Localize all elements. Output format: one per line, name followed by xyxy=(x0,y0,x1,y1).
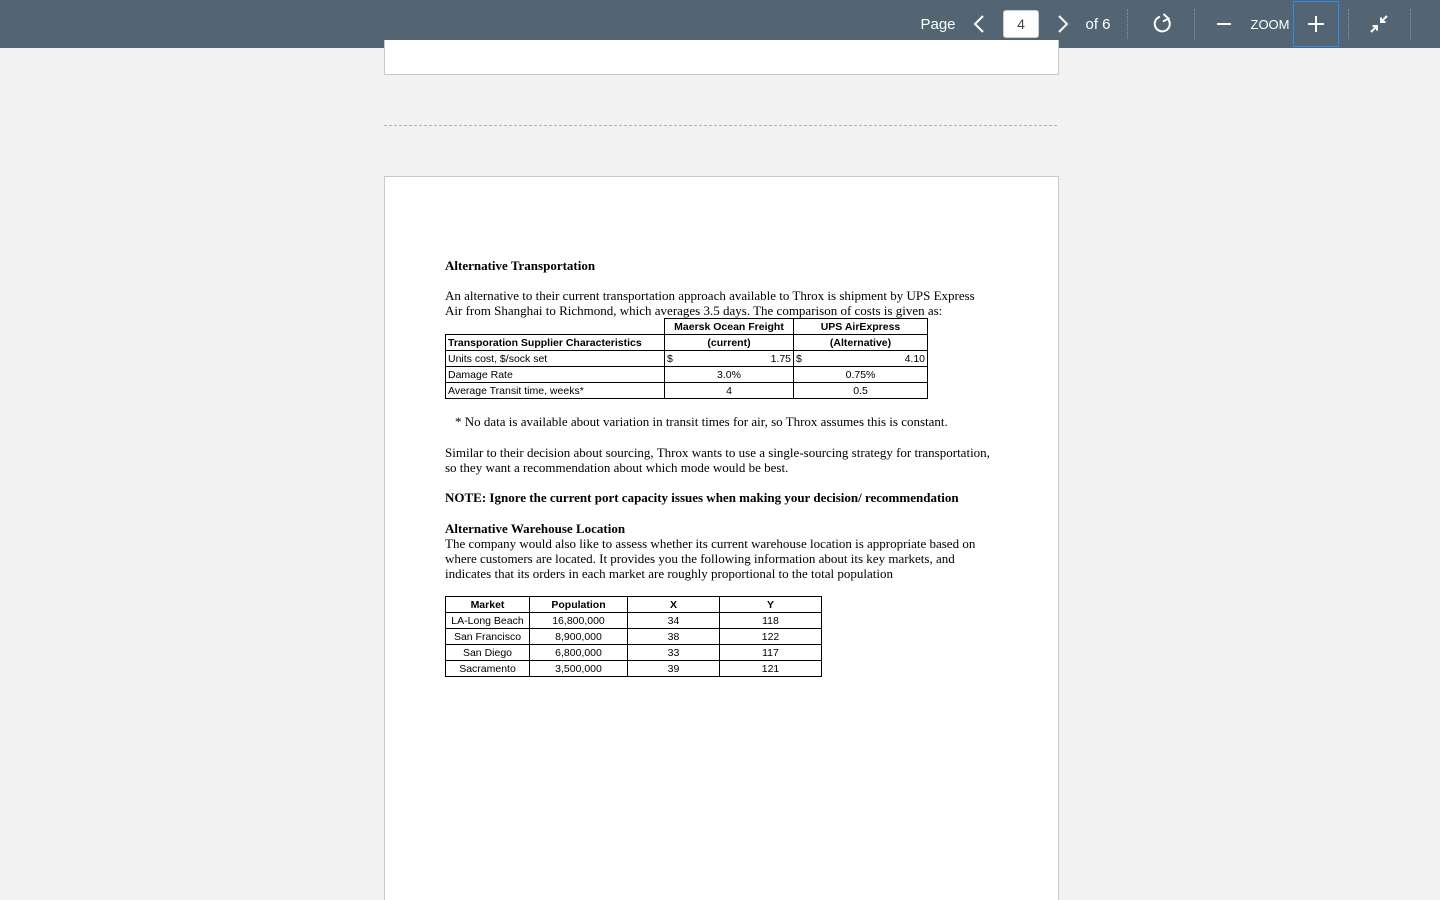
paragraph-line: so they want a recommendation about which mode would be best. xyxy=(445,460,789,475)
paragraph-line: where customers are located. It provides you the following information about its key markets, and xyxy=(445,551,955,566)
table-row xyxy=(446,319,928,335)
page-count-text: of 6 xyxy=(1085,15,1111,33)
table-row xyxy=(446,613,822,629)
alt-transport-heading: Alternative Transportation xyxy=(445,258,596,273)
paragraph-line: Air from Shanghai to Richmond, which averages 3.5 days. The comparison of costs is given as: xyxy=(445,303,943,318)
cell-value: 4.10 xyxy=(904,352,925,365)
rotate-button[interactable] xyxy=(1148,0,1176,48)
table-row xyxy=(446,351,928,367)
table-header-characteristics: Transporation Supplier Characteristics xyxy=(446,335,665,351)
page-divider xyxy=(384,125,1057,126)
table-cell: Average Transit time, weeks* xyxy=(446,383,665,399)
toolbar-separator xyxy=(1194,9,1195,39)
minus-icon xyxy=(1216,16,1232,32)
rotate-icon xyxy=(1151,13,1173,35)
table-cell: 8,900,000 xyxy=(530,629,628,645)
table-row xyxy=(446,383,928,399)
table-cell: Units cost, $/sock set xyxy=(446,351,665,367)
exit-fullscreen-button[interactable] xyxy=(1364,0,1394,48)
table-cell: 34 xyxy=(628,613,720,629)
toolbar-separator xyxy=(1348,9,1349,39)
zoom-out-button[interactable] xyxy=(1210,0,1238,48)
table-cell: 117 xyxy=(720,645,822,661)
cell-value: 1.75 xyxy=(770,352,791,365)
table-cell: 6,800,000 xyxy=(530,645,628,661)
page-count-label xyxy=(1082,0,1114,48)
table-cell: 122 xyxy=(720,629,822,645)
warehouse-heading: Alternative Warehouse Location xyxy=(445,521,626,536)
table-header-ups-sub: (Alternative) xyxy=(794,335,928,351)
table-row xyxy=(446,661,822,677)
port-capacity-note: NOTE: Ignore the current port capacity issues when making your decision/ recommendation xyxy=(445,490,959,505)
table-header-ups: UPS AirExpress xyxy=(794,319,928,335)
document-page xyxy=(384,176,1059,900)
zoom-label xyxy=(1248,0,1292,48)
table-cell: San Francisco xyxy=(446,629,530,645)
page-number-input[interactable] xyxy=(1003,10,1039,38)
toolbar-separator xyxy=(1410,9,1411,39)
table-cell: San Diego xyxy=(446,645,530,661)
paragraph-line: An alternative to their current transportation approach available to Throx is shipment by UPS Express xyxy=(445,288,975,303)
table-cell: 118 xyxy=(720,613,822,629)
table-cell: 3.0% xyxy=(665,367,794,383)
toolbar-separator xyxy=(1127,9,1128,39)
table-header: Population xyxy=(530,597,628,613)
zoom-label-text: ZOOM xyxy=(1250,16,1290,32)
table-cell: 33 xyxy=(628,645,720,661)
table-header: Market xyxy=(446,597,530,613)
paragraph-line: Similar to their decision about sourcing, Throx wants to use a single-sourcing strategy for transportation, xyxy=(445,445,990,460)
chevron-right-icon xyxy=(1057,15,1069,33)
table-cell: 39 xyxy=(628,661,720,677)
table-header: Y xyxy=(720,597,822,613)
table-row xyxy=(446,367,928,383)
table-cell: 4 xyxy=(665,383,794,399)
table-cell: 0.75% xyxy=(794,367,928,383)
page-label-text: Page xyxy=(920,15,956,33)
collapse-icon xyxy=(1369,14,1389,34)
currency-symbol: $ xyxy=(667,352,673,365)
paragraph-line: indicates that its orders in each market are roughly proportional to the total population xyxy=(445,566,894,581)
warehouse-paragraph xyxy=(445,536,1045,581)
currency-symbol: $ xyxy=(796,352,802,365)
table-cell xyxy=(665,351,794,367)
table-cell: Sacramento xyxy=(446,661,530,677)
table-row xyxy=(446,335,928,351)
transport-cost-table xyxy=(445,318,928,399)
transit-footnote: * No data is available about variation in transit times for air, so Throx assumes this is constant. xyxy=(455,414,948,429)
table-cell: 38 xyxy=(628,629,720,645)
table-header: X xyxy=(628,597,720,613)
table-cell: Damage Rate xyxy=(446,367,665,383)
zoom-in-button[interactable] xyxy=(1293,1,1339,47)
table-cell: 0.5 xyxy=(794,383,928,399)
table-row xyxy=(446,629,822,645)
paragraph-line: The company would also like to assess whether its current warehouse location is appropriate based on xyxy=(445,536,976,551)
table-cell xyxy=(446,319,665,335)
table-cell: 16,800,000 xyxy=(530,613,628,629)
table-cell: 121 xyxy=(720,661,822,677)
previous-page-sheet xyxy=(384,40,1059,75)
table-header-maersk: Maersk Ocean Freight xyxy=(665,319,794,335)
sourcing-paragraph xyxy=(445,445,1045,475)
table-header-maersk-sub: (current) xyxy=(665,335,794,351)
table-cell: 3,500,000 xyxy=(530,661,628,677)
table-header-row xyxy=(446,597,822,613)
table-row xyxy=(446,645,822,661)
alt-transport-paragraph xyxy=(445,288,1045,318)
plus-icon xyxy=(1307,15,1325,33)
market-table xyxy=(445,596,822,677)
table-cell: LA-Long Beach xyxy=(446,613,530,629)
chevron-left-icon xyxy=(973,15,985,33)
table-cell xyxy=(794,351,928,367)
